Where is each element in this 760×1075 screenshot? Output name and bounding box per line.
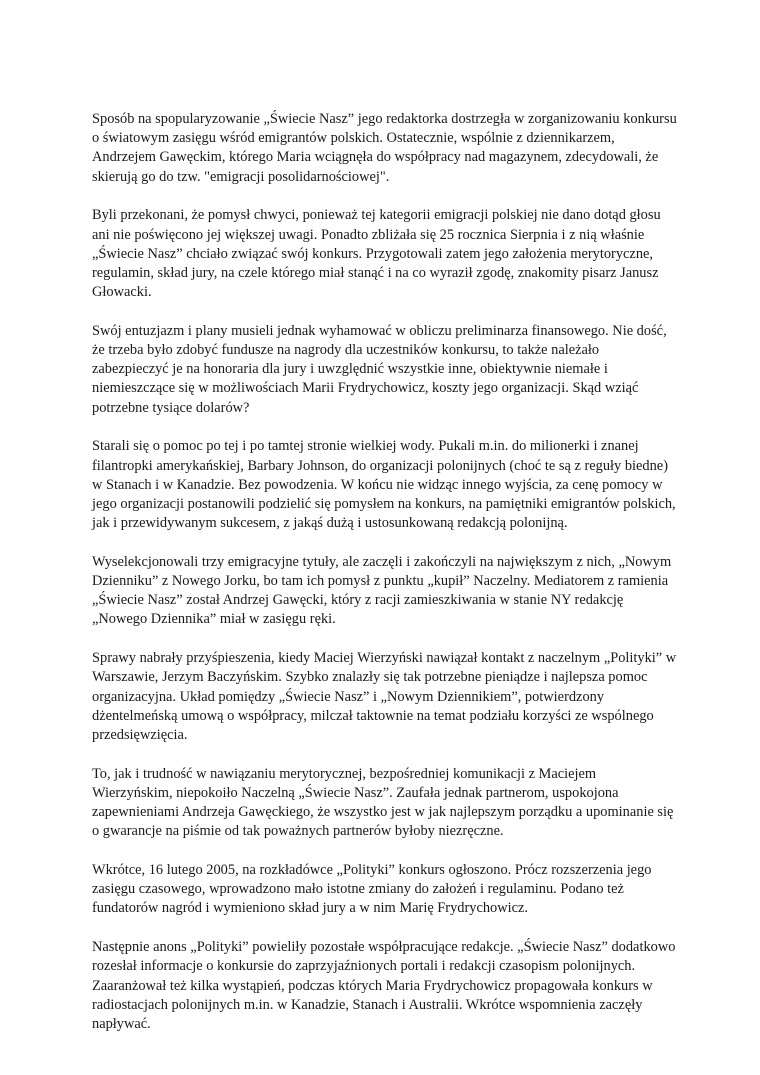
document-body bbox=[92, 110, 678, 1054]
paragraph-2: Byli przekonani, że pomysł chwyci, ponieważ tej kategorii emigracji polskiej nie dano dotąd głosu ani nie poświęcono jej większej uwagi. Ponadto zbliżała się 25 rocznica Sierpnia i z nią właśnie „Świecie Nasz” chciało związać swój konkurs. Przygotowali zatem jego założenia merytoryczne, regulamin, skład jury, na czele którego miał stanąć i na co wyraził zgodę, znakomity pisarz Janusz Głowacki. bbox=[92, 207, 661, 301]
paragraph-8: Wkrótce, 16 lutego 2005, na rozkładówce „Polityki” konkurs ogłoszono. Prócz rozszerzenia jego zasięgu czasowego, wprowadzono mało istotne zmiany do założeń i regulaminu. Podano też fundatorów nagród i wymieniono skład jury a w nim Marię Frydrychowicz. bbox=[92, 862, 652, 917]
paragraph-7: To, jak i trudność w nawiązaniu merytorycznej, bezpośredniej komunikacji z Maciejem Wierzyńskim, niepokoiło Naczelną „Świecie Nasz”. Zaufała jednak partnerom, uspokojona zapewnieniami Andrzeja Gawęckiego, że wszystko jest w jak najlepszym porządku a upominanie się o gwarancje na piśmie od tak poważnych partnerów byłoby niezręczne. bbox=[92, 765, 674, 840]
paragraph-1: Sposób na spopularyzowanie „Świecie Nasz” jego redaktorka dostrzegła w zorganizowaniu konkursu o światowym zasięgu wśród emigrantów polskich. Ostatecznie, wspólnie z dziennikarzem, Andrzejem Gawęckim, którego Maria wciągnęła do współpracy nad magazynem, zdecydowali, że skierują go do tzw. "emigracji posolidarnościowej". bbox=[92, 111, 677, 185]
paragraph-9: Następnie anons „Polityki” powieliły pozostałe współpracujące redakcje. „Świecie Nasz” dodatkowo rozesłał informacje o konkursie do zaprzyjaźnionych portali i redakcji czasopism polonijnych. Zaaranżował też kilka wystąpień, podczas których Maria Frydrychowicz propagowała konkurs w radiostacjach polonijnych m.in. w Kanadzie, Stanach i Australii. Wkrótce wspomnienia zaczęły napływać. bbox=[92, 939, 676, 1032]
paragraph-5: Wyselekcjonowali trzy emigracyjne tytuły, ale zaczęli i zakończyli na największym z nich, „Nowym Dzienniku” z Nowego Jorku, bo tam ich pomysł z punktu „kupił” Naczelny. Mediatorem z ramienia „Świecie Nasz” został Andrzej Gawęcki, który z racji zamieszkiwania w stanie NY redakcję „Nowego Dziennika” miał w zasięgu ręki. bbox=[92, 553, 672, 628]
paragraph-3: Swój entuzjazm i plany musieli jednak wyhamować w obliczu preliminarza finansowego. Nie dość, że trzeba było zdobyć fundusze na nagrody dla uczestników konkursu, to także należało zabezpieczyć je na honoraria dla jury i uwzględnić wszystkie inne, obiektywnie niemałe i niemieszczące się w możliwościach Marii Frydrychowicz, koszty jego organizacji. Skąd wziąć potrzebne tysiące dolarów? bbox=[92, 322, 667, 416]
paragraph-6: Sprawy nabrały przyśpieszenia, kiedy Maciej Wierzyński nawiązał kontakt z naczelnym „Polityki” w Warszawie, Jerzym Baczyńskim. Szybko znalazły się tak potrzebne pieniądze i najlepsza pomoc organizacyjna. Układ pomiędzy „Świecie Nasz” i „Nowym Dziennikiem”, potwierdzony dżentelmeńską umową o współpracy, milczał taktownie na temat podziału korzyści ze wspólnego przedsięwzięcia. bbox=[92, 650, 677, 743]
paragraph-4: Starali się o pomoc po tej i po tamtej stronie wielkiej wody. Pukali m.in. do milionerki i znanej filantropki amerykańskiej, Barbary Johnson, do organizacji polonijnych (choć te są z reguły biedne) w Stanach i w Kanadzie. Bez powodzenia. W końcu nie widząc innego wyjścia, za cenę pomocy w jego organizacji postanowili podzielić się pomysłem na konkurs, na pamiętniki emigrantów polskich, jak i przewidywanym sukcesem, z jakąś dużą i ustosunkowaną redakcją polonijną. bbox=[92, 438, 676, 532]
